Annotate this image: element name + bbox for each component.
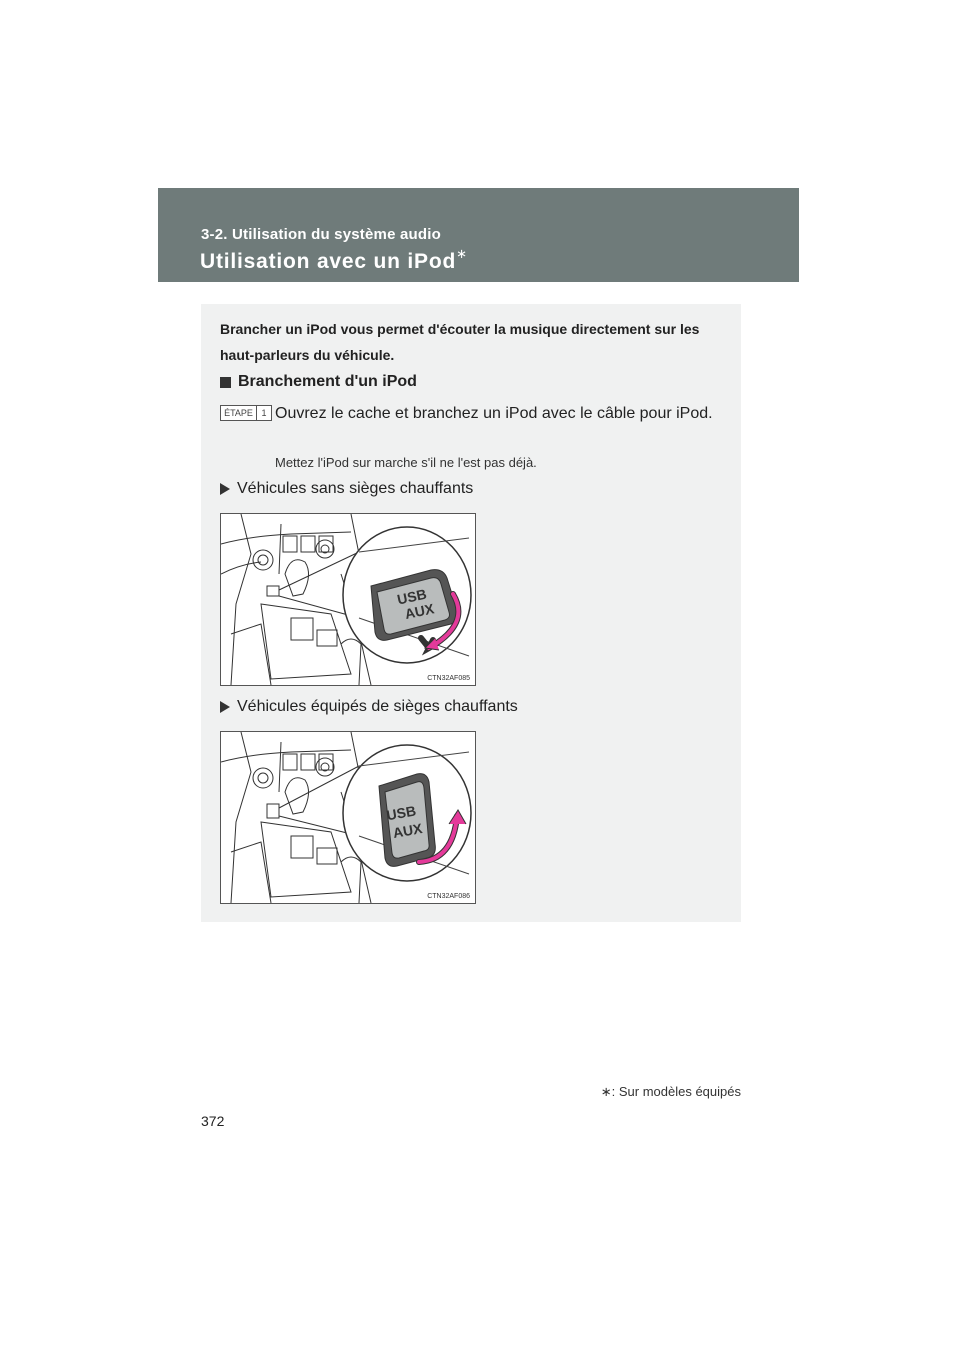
port-label-usb-1: USB: [395, 585, 428, 608]
page-number: 372: [201, 1113, 225, 1129]
figure-usb-port-1: [220, 513, 476, 686]
step-badge: [220, 405, 272, 421]
console-illustration-2: [221, 732, 475, 903]
page-title: [200, 248, 468, 274]
triangle-bullet-icon: [220, 483, 230, 495]
console-illustration-1: [221, 514, 475, 685]
intro-paragraph: Brancher un iPod vous permet d'écouter la musique directement sur les haut-parleurs du véhicule.: [220, 321, 700, 363]
port-label-usb-2: USB: [385, 802, 418, 824]
step-badge-word: ÉTAPE: [221, 406, 257, 420]
subheading: [220, 373, 417, 391]
triangle-bullet-icon: [220, 701, 230, 713]
asterisk-marker: ∗: [456, 246, 468, 261]
port-label-aux-2: AUX: [391, 820, 424, 841]
page-title-text: Utilisation avec un iPod: [200, 250, 457, 273]
step-note: Mettez l'iPod sur marche s'il ne l'est pas déjà.: [275, 455, 537, 470]
figure-code-1: CTN32AF085: [427, 675, 470, 682]
section-label: 3-2. Utilisation du système audio: [201, 226, 441, 243]
footnote: ∗: Sur modèles équipés: [600, 1084, 741, 1099]
step-instruction: Ouvrez le cache et branchez un iPod avec le câble pour iPod.: [275, 405, 713, 422]
variant-label-2: Véhicules équipés de sièges chauffants: [237, 698, 518, 715]
variant-heading-1: [220, 480, 473, 498]
variant-heading-2: [220, 698, 518, 716]
square-bullet-icon: [220, 377, 231, 388]
figure-usb-port-2: [220, 731, 476, 904]
figure-code-2: CTN32AF086: [427, 893, 470, 900]
subheading-text: Branchement d'un iPod: [238, 373, 417, 390]
port-label-aux-1: AUX: [403, 600, 436, 623]
variant-label-1: Véhicules sans sièges chauffants: [237, 480, 474, 497]
step-badge-number: 1: [261, 408, 267, 418]
